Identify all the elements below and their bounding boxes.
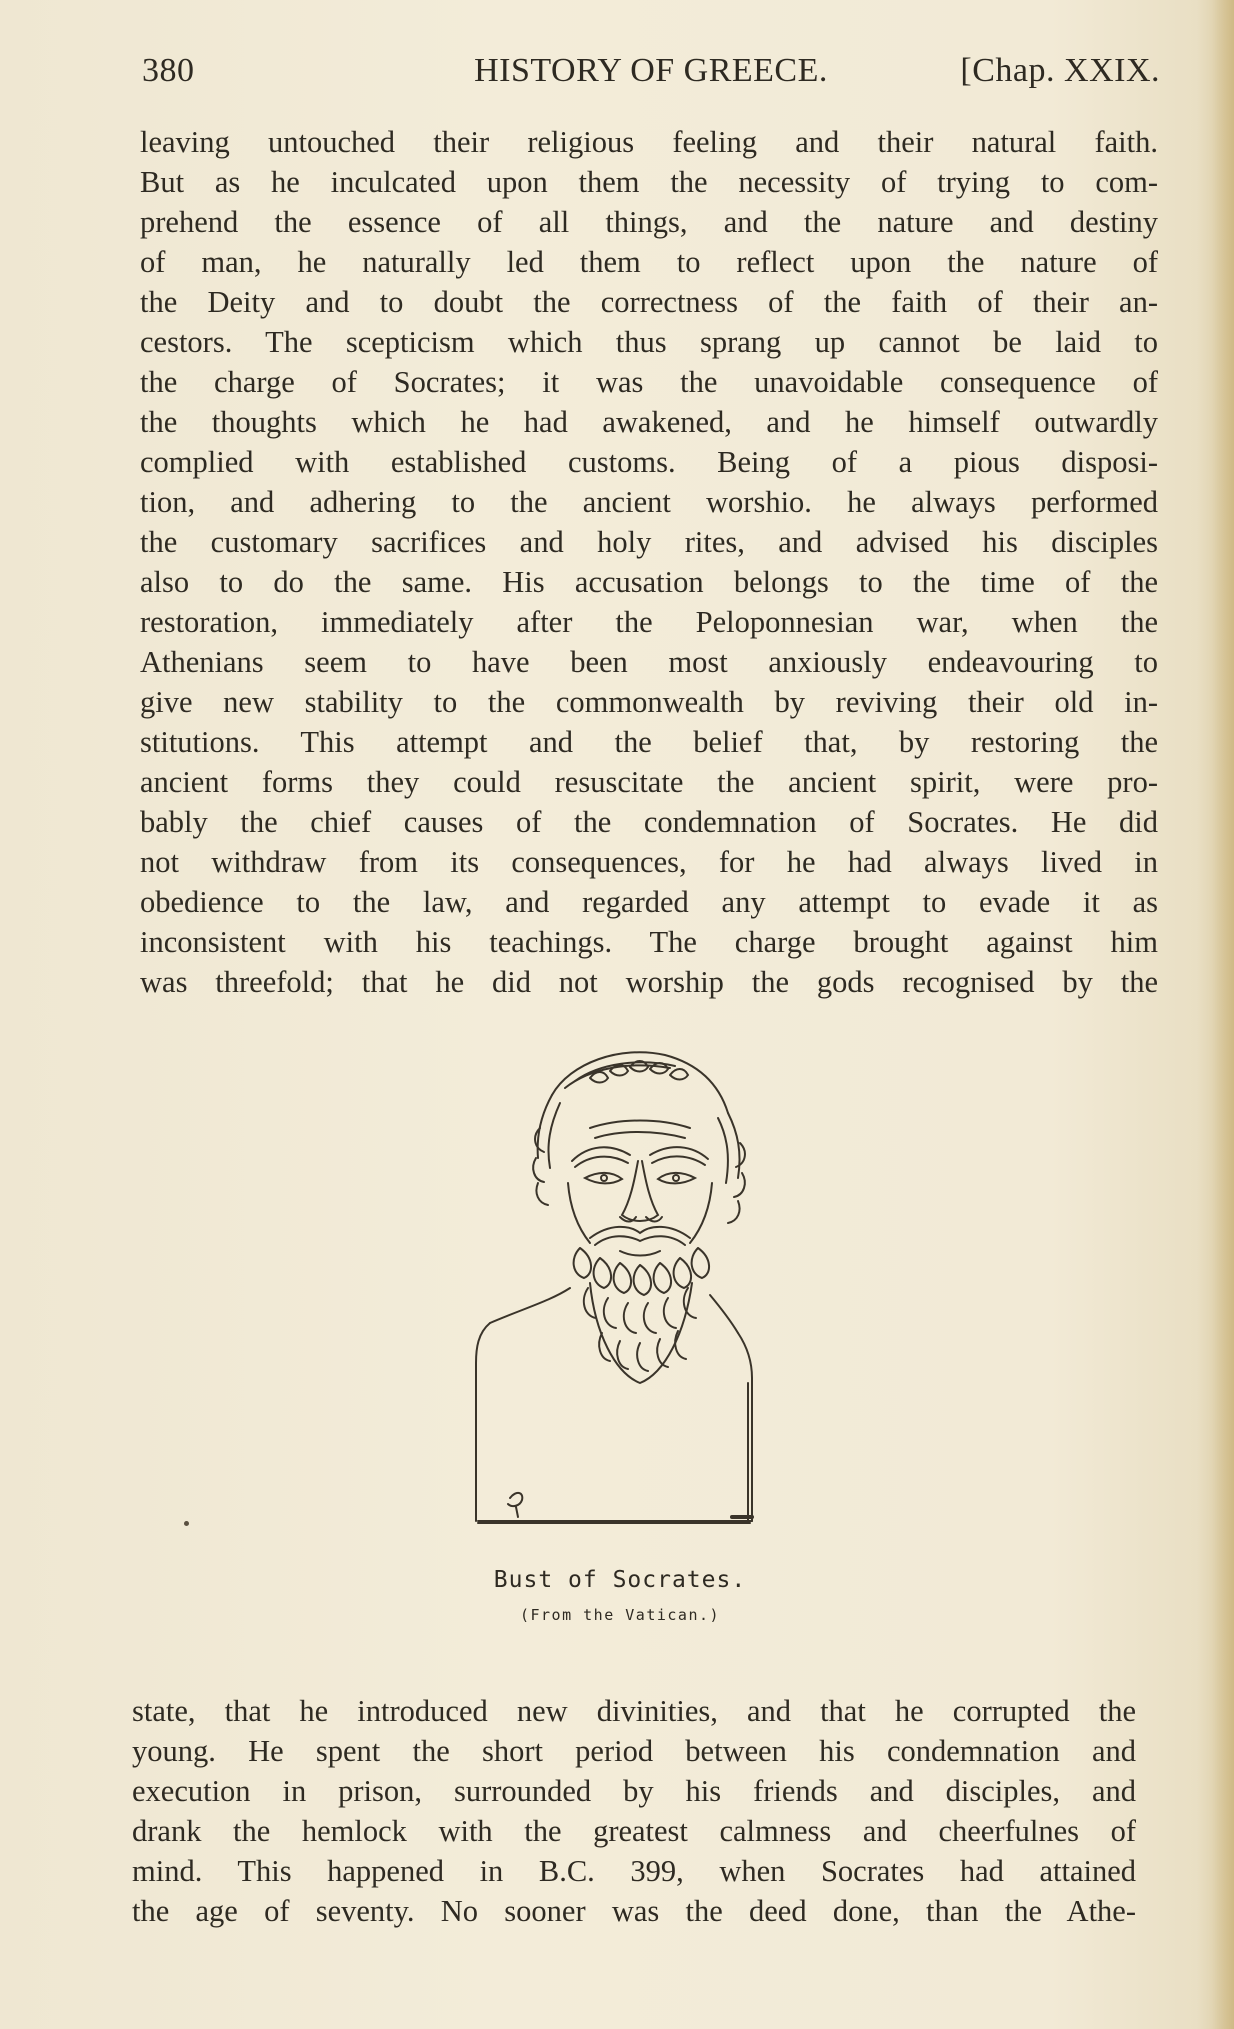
text-line: not withdraw from its consequences, for he had always lived in xyxy=(140,845,1158,879)
running-title: HISTORY OF GREECE. xyxy=(474,52,828,89)
text-line: the thoughts which he had awakened, and he himself outwardly xyxy=(140,405,1158,439)
bust-of-socrates-illustration xyxy=(470,1033,800,1553)
text-line: Athenians seem to have been most anxiously endeavouring to xyxy=(140,645,1158,679)
bust-engraving xyxy=(470,1033,800,1553)
text-line: ancient forms they could resuscitate the ancient spirit, were pro- xyxy=(140,765,1158,799)
chapter-reference: [Chap. XXIX. xyxy=(960,52,1160,89)
figure-source: (From the Vatican.) xyxy=(519,1606,721,1624)
text-line: drank the hemlock with the greatest calmness and cheerfulnes of xyxy=(132,1814,1136,1848)
running-header xyxy=(142,52,1160,102)
text-line: also to do the same. His accusation belongs to the time of the xyxy=(140,565,1158,599)
text-line: tion, and adhering to the ancient worshio. he always performed xyxy=(140,485,1158,519)
text-line: young. He spent the short period between his condemnation and xyxy=(132,1734,1136,1768)
text-line: the Deity and to doubt the correctness of the faith of their an- xyxy=(140,285,1158,319)
body-text-top xyxy=(140,122,1158,1002)
text-line: was threefold; that he did not worship the gods recognised by the xyxy=(140,965,1158,999)
figure-caption: Bust of Socrates. xyxy=(493,1567,747,1593)
text-line: But as he inculcated upon them the necessity of trying to com- xyxy=(140,165,1158,199)
text-line: stitutions. This attempt and the belief that, by restoring the xyxy=(140,725,1158,759)
body-text-bottom xyxy=(132,1691,1136,1931)
page-edge-shading xyxy=(1212,0,1234,2029)
text-line: the age of seventy. No sooner was the deed done, than the Athe- xyxy=(132,1894,1136,1928)
text-line: obedience to the law, and regarded any attempt to evade it as xyxy=(140,885,1158,919)
text-line: execution in prison, surrounded by his friends and disciples, and xyxy=(132,1774,1136,1808)
text-line: complied with established customs. Being of a pious disposi- xyxy=(140,445,1158,479)
text-line: of man, he naturally led them to reflect upon the nature of xyxy=(140,245,1158,279)
print-speck xyxy=(184,1521,189,1526)
text-line: state, that he introduced new divinities, and that he corrupted the xyxy=(132,1694,1136,1728)
text-line: the charge of Socrates; it was the unavoidable consequence of xyxy=(140,365,1158,399)
text-line: bably the chief causes of the condemnation of Socrates. He did xyxy=(140,805,1158,839)
text-line: inconsistent with his teachings. The charge brought against him xyxy=(140,925,1158,959)
text-line: cestors. The scepticism which thus sprang up cannot be laid to xyxy=(140,325,1158,359)
text-line: give new stability to the commonwealth by reviving their old in- xyxy=(140,685,1158,719)
text-line: leaving untouched their religious feeling and their natural faith. xyxy=(140,125,1158,159)
text-line: the customary sacrifices and holy rites, and advised his disciples xyxy=(140,525,1158,559)
text-line: mind. This happened in B.C. 399, when Socrates had attained xyxy=(132,1854,1136,1888)
text-line: prehend the essence of all things, and the nature and destiny xyxy=(140,205,1158,239)
text-line: restoration, immediately after the Peloponnesian war, when the xyxy=(140,605,1158,639)
page-number: 380 xyxy=(142,52,195,89)
